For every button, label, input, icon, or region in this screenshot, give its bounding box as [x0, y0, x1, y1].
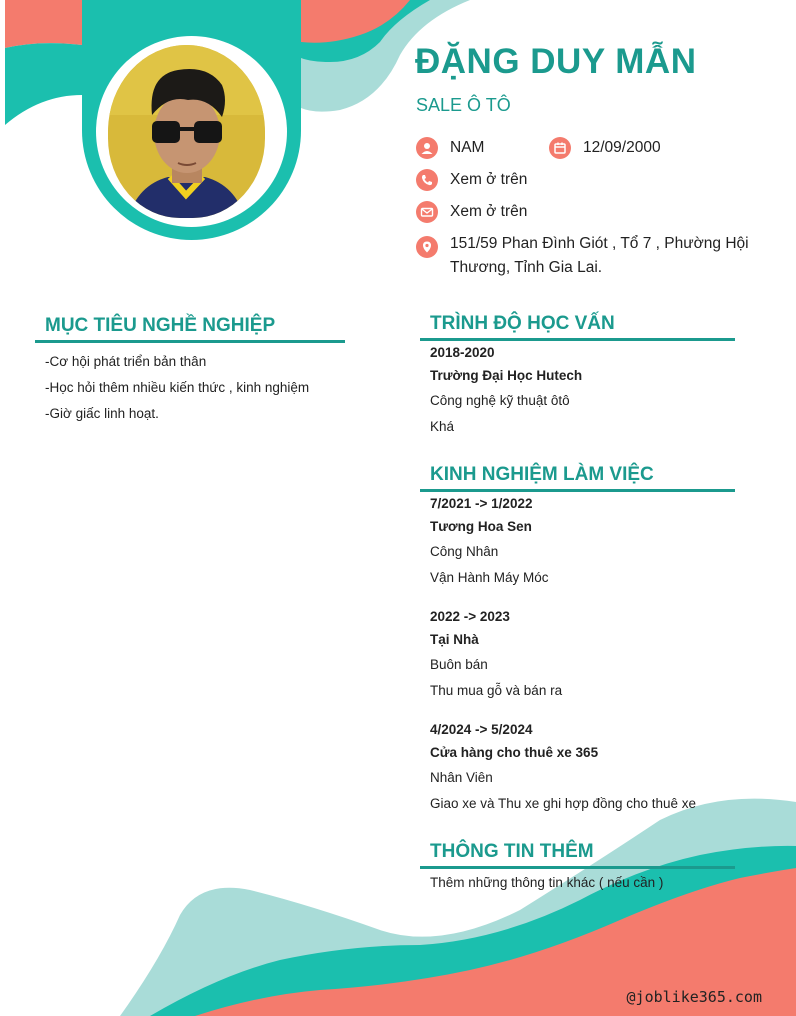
- mail-icon: [416, 201, 438, 223]
- avatar: [108, 45, 265, 218]
- job-position: Công Nhân: [430, 544, 499, 559]
- phone-icon: [416, 169, 438, 191]
- birthdate-value: 12/09/2000: [583, 139, 661, 156]
- job-description: Giao xe và Thu xe ghi hợp đồng cho thuê xe: [430, 796, 697, 811]
- job-company: Tương Hoa Sen: [430, 519, 532, 534]
- email-row: [416, 203, 527, 223]
- watermark: @joblike365.com: [626, 988, 762, 1006]
- address-row: [416, 235, 756, 280]
- objective-heading: MỤC TIÊU NGHỀ NGHIỆP: [45, 315, 276, 336]
- email-value: Xem ở trên: [450, 203, 528, 220]
- phone-value: Xem ở trên: [450, 171, 528, 188]
- objective-item: -Giờ giấc linh hoạt.: [45, 406, 159, 421]
- job-description: Thu mua gỗ và bán ra: [430, 683, 563, 698]
- job-position: Nhân Viên: [430, 770, 493, 785]
- gender-value: NAM: [450, 139, 485, 156]
- top-left-teal-wave: [5, 43, 82, 125]
- additional-divider: [420, 866, 735, 869]
- job-period: 2022 -> 2023: [430, 609, 510, 624]
- objective-item: -Cơ hội phát triển bản thân: [45, 354, 207, 369]
- job-period: 7/2021 -> 1/2022: [430, 496, 533, 511]
- address-value: 151/59 Phan Đình Giót , Tổ 7 , Phường Hội Thương, Tỉnh Gia Lai.: [450, 235, 749, 276]
- education-heading: TRÌNH ĐỘ HỌC VẤN: [430, 313, 615, 334]
- job-company: Cửa hàng cho thuê xe 365: [430, 745, 599, 760]
- user-icon: [416, 137, 438, 159]
- job-company: Tại Nhà: [430, 632, 479, 647]
- candidate-name: ĐẶNG DUY MẪN: [415, 42, 697, 81]
- job-title: SALE Ô TÔ: [416, 95, 511, 115]
- job-period: 4/2024 -> 5/2024: [430, 722, 533, 737]
- top-left-coral-wave: [5, 0, 82, 48]
- education-school: Trường Đại Học Hutech: [430, 368, 583, 383]
- phone-row: [416, 171, 527, 191]
- calendar-icon: [549, 137, 571, 159]
- education-divider: [420, 338, 735, 341]
- objective-item: -Học hỏi thêm nhiều kiến thức , kinh nghiệm: [45, 380, 310, 395]
- job-position: Buôn bán: [430, 657, 488, 672]
- experience-divider: [420, 489, 735, 492]
- education-grade: Khá: [430, 419, 455, 434]
- birthdate-row: [549, 139, 661, 159]
- location-pin-icon: [416, 236, 438, 258]
- job-description: Vận Hành Máy Móc: [430, 570, 549, 585]
- gender-row: [416, 139, 484, 159]
- education-major: Công nghệ kỹ thuật ôtô: [430, 393, 570, 408]
- experience-heading: KINH NGHIỆM LÀM VIỆC: [430, 464, 654, 485]
- education-period: 2018-2020: [430, 345, 495, 360]
- additional-text: Thêm những thông tin khác ( nếu cần ): [430, 875, 664, 890]
- additional-heading: THÔNG TIN THÊM: [430, 841, 594, 862]
- objective-divider: [35, 340, 345, 343]
